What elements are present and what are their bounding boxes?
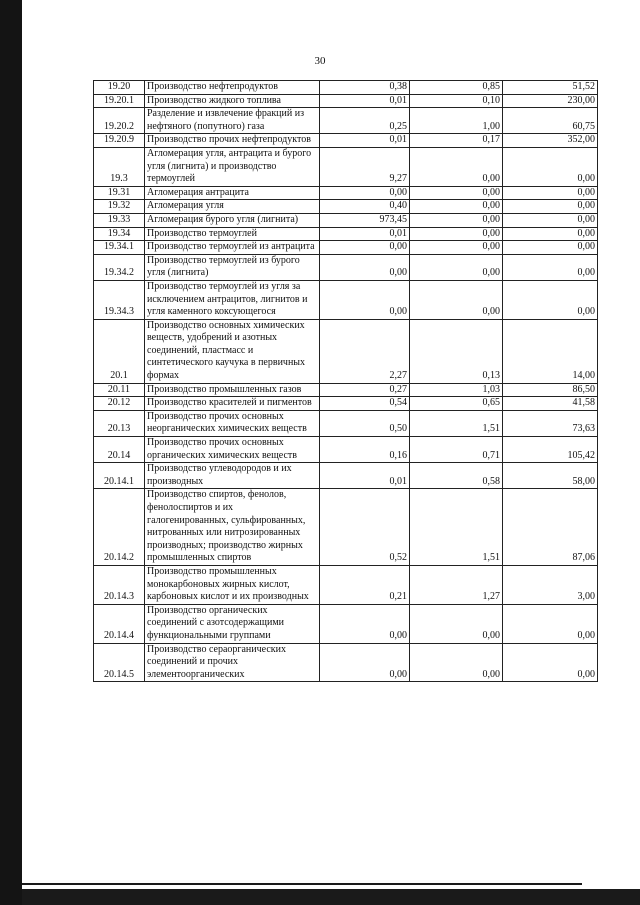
value-2-cell: 0,00 bbox=[410, 213, 503, 227]
code-cell: 19.32 bbox=[94, 200, 145, 214]
table-row bbox=[94, 186, 598, 200]
value-1-cell: 0,00 bbox=[320, 254, 410, 280]
name-cell: Производство промышленных газов bbox=[145, 383, 320, 397]
value-1-cell: 973,45 bbox=[320, 213, 410, 227]
table-row bbox=[94, 319, 598, 383]
value-2-cell: 1,51 bbox=[410, 489, 503, 566]
name-cell: Производство органических соединений с азотсодержащими функциональными группами bbox=[145, 604, 320, 643]
code-cell: 20.14 bbox=[94, 437, 145, 463]
table-row bbox=[94, 604, 598, 643]
value-3-cell: 14,00 bbox=[503, 319, 598, 383]
value-3-cell: 87,06 bbox=[503, 489, 598, 566]
value-3-cell: 0,00 bbox=[503, 241, 598, 255]
name-cell: Производство основных химических веществ, удобрений и азотных соединений, пластмасс и синтетического каучука в первичных формах bbox=[145, 319, 320, 383]
value-1-cell: 0,40 bbox=[320, 200, 410, 214]
value-1-cell: 0,54 bbox=[320, 397, 410, 411]
table-row bbox=[94, 108, 598, 134]
code-cell: 19.31 bbox=[94, 186, 145, 200]
value-1-cell: 0,25 bbox=[320, 108, 410, 134]
value-3-cell: 352,00 bbox=[503, 134, 598, 148]
value-1-cell: 0,01 bbox=[320, 227, 410, 241]
value-3-cell: 0,00 bbox=[503, 254, 598, 280]
value-1-cell: 0,01 bbox=[320, 463, 410, 489]
page-number: 30 bbox=[314, 55, 326, 67]
table-row bbox=[94, 200, 598, 214]
name-cell: Агломерация угля, антрацита и бурого угля (лигнита) и производство термоуглей bbox=[145, 147, 320, 186]
value-3-cell: 60,75 bbox=[503, 108, 598, 134]
code-cell: 20.14.3 bbox=[94, 565, 145, 604]
name-cell: Агломерация угля bbox=[145, 200, 320, 214]
value-1-cell: 0,01 bbox=[320, 94, 410, 108]
name-cell: Производство термоуглей bbox=[145, 227, 320, 241]
value-1-cell: 0,00 bbox=[320, 604, 410, 643]
code-cell: 19.20.2 bbox=[94, 108, 145, 134]
value-1-cell: 0,50 bbox=[320, 410, 410, 436]
value-3-cell: 51,52 bbox=[503, 81, 598, 95]
table-row bbox=[94, 489, 598, 566]
value-2-cell: 0,00 bbox=[410, 280, 503, 319]
table-row bbox=[94, 463, 598, 489]
value-2-cell: 0,00 bbox=[410, 604, 503, 643]
value-2-cell: 1,27 bbox=[410, 565, 503, 604]
code-cell: 19.34.2 bbox=[94, 254, 145, 280]
table-row bbox=[94, 81, 598, 95]
value-3-cell: 0,00 bbox=[503, 604, 598, 643]
value-2-cell: 0,00 bbox=[410, 147, 503, 186]
value-3-cell: 230,00 bbox=[503, 94, 598, 108]
code-cell: 20.14.1 bbox=[94, 463, 145, 489]
table-body bbox=[94, 81, 598, 682]
code-cell: 20.14.4 bbox=[94, 604, 145, 643]
code-cell: 19.20.1 bbox=[94, 94, 145, 108]
scan-edge-bottom bbox=[22, 889, 640, 905]
table-row bbox=[94, 213, 598, 227]
name-cell: Агломерация бурого угля (лигнита) bbox=[145, 213, 320, 227]
name-cell: Агломерация антрацита bbox=[145, 186, 320, 200]
value-1-cell: 0,52 bbox=[320, 489, 410, 566]
value-1-cell: 9,27 bbox=[320, 147, 410, 186]
name-cell: Производство нефтепродуктов bbox=[145, 81, 320, 95]
name-cell: Производство красителей и пигментов bbox=[145, 397, 320, 411]
value-2-cell: 0,00 bbox=[410, 254, 503, 280]
table-row bbox=[94, 227, 598, 241]
code-cell: 20.14.5 bbox=[94, 643, 145, 682]
table-row bbox=[94, 410, 598, 436]
name-cell: Производство жидкого топлива bbox=[145, 94, 320, 108]
value-2-cell: 0,65 bbox=[410, 397, 503, 411]
value-1-cell: 0,16 bbox=[320, 437, 410, 463]
table-row bbox=[94, 383, 598, 397]
value-3-cell: 58,00 bbox=[503, 463, 598, 489]
code-cell: 20.12 bbox=[94, 397, 145, 411]
name-cell: Производство прочих основных органических химических веществ bbox=[145, 437, 320, 463]
value-2-cell: 0,58 bbox=[410, 463, 503, 489]
value-2-cell: 0,17 bbox=[410, 134, 503, 148]
value-1-cell: 0,00 bbox=[320, 186, 410, 200]
name-cell: Производство термоуглей из антрацита bbox=[145, 241, 320, 255]
name-cell: Производство сераорганических соединений и прочих элементоорганических bbox=[145, 643, 320, 682]
table-row bbox=[94, 254, 598, 280]
value-1-cell: 2,27 bbox=[320, 319, 410, 383]
value-3-cell: 73,63 bbox=[503, 410, 598, 436]
value-3-cell: 0,00 bbox=[503, 147, 598, 186]
value-3-cell: 105,42 bbox=[503, 437, 598, 463]
value-1-cell: 0,21 bbox=[320, 565, 410, 604]
code-cell: 19.20 bbox=[94, 81, 145, 95]
value-1-cell: 0,00 bbox=[320, 643, 410, 682]
value-2-cell: 0,71 bbox=[410, 437, 503, 463]
value-2-cell: 0,13 bbox=[410, 319, 503, 383]
table-row bbox=[94, 134, 598, 148]
code-cell: 20.1 bbox=[94, 319, 145, 383]
value-3-cell: 3,00 bbox=[503, 565, 598, 604]
name-cell: Производство спиртов, фенолов, фенолоспиртов и их галогенированных, сульфированных, нитрованных или нитрозированных производных; производство жирных промышленных спиртов bbox=[145, 489, 320, 566]
name-cell: Производство термоуглей из бурого угля (лигнита) bbox=[145, 254, 320, 280]
value-1-cell: 0,00 bbox=[320, 280, 410, 319]
value-1-cell: 0,38 bbox=[320, 81, 410, 95]
value-2-cell: 0,00 bbox=[410, 200, 503, 214]
code-cell: 20.11 bbox=[94, 383, 145, 397]
code-cell: 20.14.2 bbox=[94, 489, 145, 566]
value-2-cell: 1,00 bbox=[410, 108, 503, 134]
table-row bbox=[94, 147, 598, 186]
table-row bbox=[94, 437, 598, 463]
code-cell: 19.34.1 bbox=[94, 241, 145, 255]
value-3-cell: 0,00 bbox=[503, 213, 598, 227]
scan-edge-bottom-line bbox=[22, 883, 582, 885]
value-2-cell: 0,10 bbox=[410, 94, 503, 108]
code-cell: 19.34.3 bbox=[94, 280, 145, 319]
value-1-cell: 0,01 bbox=[320, 134, 410, 148]
name-cell: Производство термоуглей из угля за исключением антрацитов, лигнитов и угля каменного коксующегося bbox=[145, 280, 320, 319]
value-3-cell: 41,58 bbox=[503, 397, 598, 411]
table-row bbox=[94, 241, 598, 255]
table-row bbox=[94, 643, 598, 682]
value-3-cell: 0,00 bbox=[503, 643, 598, 682]
value-2-cell: 0,00 bbox=[410, 227, 503, 241]
table-row bbox=[94, 280, 598, 319]
code-cell: 19.20.9 bbox=[94, 134, 145, 148]
value-2-cell: 0,00 bbox=[410, 186, 503, 200]
code-cell: 19.34 bbox=[94, 227, 145, 241]
code-cell: 19.33 bbox=[94, 213, 145, 227]
code-cell: 20.13 bbox=[94, 410, 145, 436]
value-3-cell: 86,50 bbox=[503, 383, 598, 397]
table-row bbox=[94, 565, 598, 604]
value-3-cell: 0,00 bbox=[503, 280, 598, 319]
name-cell: Разделение и извлечение фракций из нефтяного (попутного) газа bbox=[145, 108, 320, 134]
name-cell: Производство прочих нефтепродуктов bbox=[145, 134, 320, 148]
name-cell: Производство прочих основных неорганических химических веществ bbox=[145, 410, 320, 436]
value-2-cell: 0,00 bbox=[410, 241, 503, 255]
value-1-cell: 0,00 bbox=[320, 241, 410, 255]
table-row bbox=[94, 94, 598, 108]
code-cell: 19.3 bbox=[94, 147, 145, 186]
value-3-cell: 0,00 bbox=[503, 186, 598, 200]
name-cell: Производство промышленных монокарбоновых жирных кислот, карбоновых кислот и их производных bbox=[145, 565, 320, 604]
data-table bbox=[93, 80, 598, 682]
value-2-cell: 1,03 bbox=[410, 383, 503, 397]
value-2-cell: 0,00 bbox=[410, 643, 503, 682]
table-row bbox=[94, 397, 598, 411]
value-2-cell: 0,85 bbox=[410, 81, 503, 95]
value-2-cell: 1,51 bbox=[410, 410, 503, 436]
value-1-cell: 0,27 bbox=[320, 383, 410, 397]
value-3-cell: 0,00 bbox=[503, 200, 598, 214]
name-cell: Производство углеводородов и их производных bbox=[145, 463, 320, 489]
value-3-cell: 0,00 bbox=[503, 227, 598, 241]
scan-edge-left bbox=[0, 0, 22, 905]
